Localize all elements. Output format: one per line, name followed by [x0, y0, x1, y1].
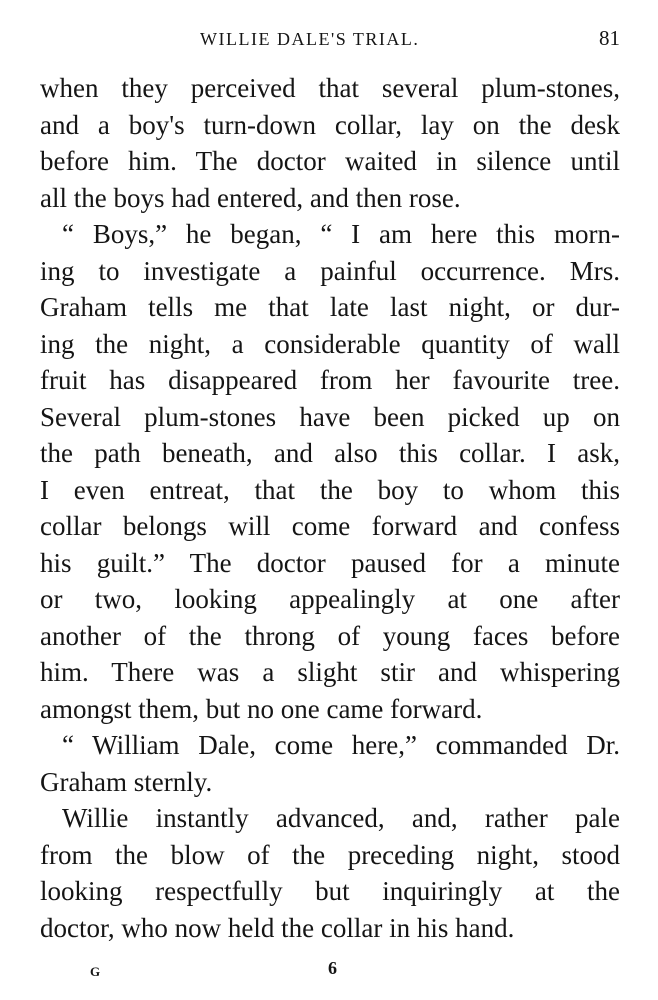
text-line: Willie instantly advanced, and, rather pale: [62, 803, 620, 833]
paragraph-3: [40, 727, 620, 800]
text-line: another of the throng of young faces before: [40, 620, 620, 651]
text-line: and a boy's turn-down collar, lay on the desk: [40, 109, 620, 140]
sheet-number: 6: [328, 958, 337, 978]
text-line: Graham sternly.: [40, 766, 213, 797]
text-line: Several plum-stones have been picked up on: [40, 401, 620, 432]
text-line: ing the night, a considerable quantity of wall: [40, 328, 620, 359]
page-header: [40, 26, 620, 56]
text-line: collar belongs will come forward and confess: [40, 511, 620, 541]
text-line: the path beneath, and also this collar. I ask,: [40, 438, 620, 468]
text-line: “ Boys,” he began, “ I am here this morn-: [62, 219, 620, 249]
text-line: looking respectfully but inquiringly at the: [40, 876, 620, 906]
paragraph-4: [40, 800, 620, 946]
text-line: his guilt.” The doctor paused for a minute: [40, 547, 620, 578]
text-line: I even entreat, that the boy to whom this: [40, 474, 620, 505]
body-text: [40, 70, 620, 946]
signature-mark: G: [90, 964, 101, 979]
text-line: amongst them, but no one came forward.: [40, 693, 483, 724]
text-line: all the boys had entered, and then rose.: [40, 182, 461, 213]
text-line: doctor, who now held the collar in his hand.: [40, 912, 515, 943]
text-line: fruit has disappeared from her favourite tree.: [40, 365, 620, 395]
text-line: ing to investigate a painful occurrence. Mrs.: [40, 255, 620, 286]
text-line: Graham tells me that late last night, or dur-: [40, 292, 620, 322]
paragraph-1: [40, 70, 620, 216]
text-line: him. There was a slight stir and whispering: [40, 657, 620, 687]
text-line: when they perceived that several plum-stones,: [40, 73, 620, 103]
text-line: “ William Dale, come here,” commanded Dr.: [62, 730, 620, 760]
paragraph-2: [40, 216, 620, 727]
page-footer: [40, 950, 620, 980]
text-line: before him. The doctor waited in silence until: [40, 146, 620, 176]
text-line: from the blow of the preceding night, stood: [40, 839, 620, 870]
running-title: WILLIE DALE'S TRIAL.: [200, 29, 420, 49]
page-number: 81: [599, 26, 620, 50]
text-line: or two, looking appealingly at one after: [40, 584, 620, 614]
